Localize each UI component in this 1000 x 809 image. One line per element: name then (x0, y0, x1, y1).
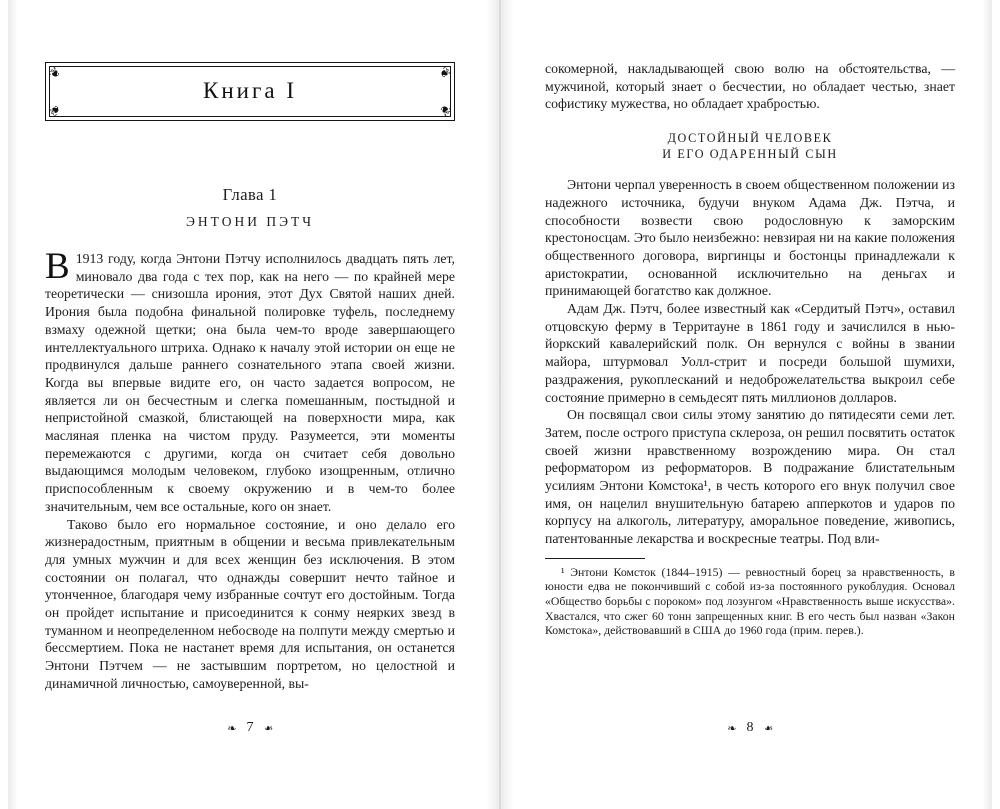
fleuron-icon: ❧ (763, 721, 773, 735)
fleuron-icon: ❧ (227, 721, 237, 735)
right-page (500, 0, 1000, 809)
footnote: ¹ Энтони Комсток (1844–1915) — ревностный борец за нравственность, в юности едва не покончивший с собой из-за постоянного рукоблудия. Основал «Общество борьбы с пороком» под лозунгом «Нравственность выше искусства». Хвастался, что сжег 60 тонн запрещенных книг. В его честь был назван «Закон Комстока», действовавший в США до 1960 года (прим. перев.). (545, 564, 955, 638)
corner-ornament-icon: ❦ (435, 100, 454, 119)
page-number: 8 (746, 720, 754, 735)
paragraph: Адам Дж. Пэтч, более известный как «Сердитый Пэтч», оставил отцовскую ферму в Территауне в 1861 году и зачислился в нью-йоркский кавалерийский полк. Он вернулся с войны в звании майора, штурмовал Уолл-стрит и посреди большой шумихи, раздражения, рукоплесканий и недоброжелательства выкроил себе состояние примерно в семьдесят пять миллионов долларов. (545, 301, 955, 405)
book-title-frame-inner (46, 64, 454, 119)
corner-ornament-icon: ❦ (435, 64, 454, 83)
footnote-separator (545, 558, 645, 559)
corner-ornament-icon: ❦ (46, 100, 65, 119)
paragraph-text: 1913 году, когда Энтони Пэтчу исполнилось двадцать пять лет, миновало два года с тех пор, как на него — по крайней мере теоретически — снизошла ирония, этот Дух Святой наших дней. Ирония была подобна финальной полировке туфель, последнему взмаху одежной щетки; она была чем-то вроде завершающего интеллектуального штриха. Однако к началу этой истории он еще не продвинулся дальше раннего сознательного этапа своей жизни. Когда вы впервые видите его, он часто задается вопросом, не является ли он бесчестным и слегка помешанным, постыдной и непристойной смазкой, блистающей на поверхности мира, как масляная пленка на чистом пруду. Разумеется, эти моменты перемежаются с другими, когда он считает себя довольно выдающимся молодым человеком, глубоко изощренным, отлично приспособленным к своему окружению и в чем-то более значительным, чем все остальные, кого он знает. (45, 251, 455, 514)
left-page-folio (45, 720, 455, 736)
drop-cap: В (45, 246, 70, 287)
right-page-folio (545, 720, 955, 736)
paragraph: Таково было его нормальное состояние, и оно делало его жизнерадостным, приятным в общении и весьма привлекательным для умных мужчин и для всех женщин без исключения. В этом состоянии он полагал, что однажды совершит нечто тайное и утонченное, благодаря чему избранные сочтут его достойным. Тогда он пройдет испытание и присоединится к сонму неярких звезд в туманном и неопределенном небосводе на полпути между смертью и бессмертием. Пока не настанет время для испытания, он останется Энтони Пэтчем — не застывшим портретом, но целостной и динамичной личностью, самоуверенной, вы- (45, 516, 455, 691)
paragraph: Энтони черпал уверенность в своем общественном положении из надежного источника, будучи внуком Адама Дж. Пэтча, и способности возвести свою родословную к заморским крестоносцам. Это было неизбежно: невзирая ни на какие положения общественного договора, виргинцы и бостонцы принадлежали к аристократии, основанной исключительно на деньгах и принимающей богатство как должное. (545, 177, 955, 299)
paragraph (45, 246, 455, 516)
chapter-subtitle: ЭНТОНИ ПЭТЧ (185, 214, 315, 229)
book-title: Книга I (202, 78, 297, 103)
paragraph: Он посвящал свои силы этому занятию до пятидесяти семи лет. Затем, после острого приступа склероза, он решил посвятить остаток своей жизни нравственному возрождению мира. Он стал реформатором из реформаторов. В подражание блистательным усилиям Энтони Комстока¹, в честь которого его внук получил свое имя, он нацелил внушительную батарею апперкотов и ударов по корпусу на алкоголь, литературу, аморальное поведение, живопись, патентованные лекарства и воскресные театры. Под вли- (545, 407, 955, 547)
section-heading-line: ДОСТОЙНЫЙ ЧЕЛОВЕК (667, 131, 833, 146)
chapter-title: Глава 1 (222, 185, 278, 204)
continuation-paragraph: сокомерной, накладывающей свою волю на обстоятельства, — мужчиной, который знает о бесчестии, но обладает честью, знает софистику мужества, но обладает храбростью. (545, 61, 955, 112)
section-heading-line: И ЕГО ОДАРЕННЫЙ СЫН (662, 147, 838, 162)
page-number: 7 (246, 720, 254, 735)
book-title-frame (45, 62, 455, 121)
fleuron-icon: ❧ (263, 721, 273, 735)
section-heading (545, 130, 955, 162)
fleuron-icon: ❧ (727, 721, 737, 735)
corner-ornament-icon: ❦ (46, 64, 65, 83)
